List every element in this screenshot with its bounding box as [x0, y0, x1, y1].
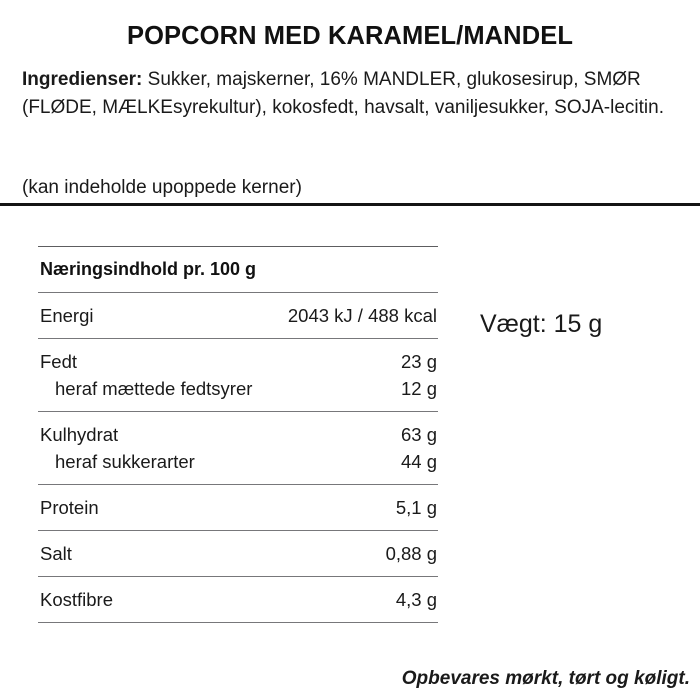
nutrient-value: 12 g	[400, 377, 437, 399]
nutrient-label: heraf sukkerarter	[55, 450, 195, 472]
nutrient-label: Kulhydrat	[40, 423, 119, 445]
page-title: POPCORN MED KARAMEL/MANDEL	[126, 22, 573, 50]
nutrition-group	[38, 412, 438, 484]
nutrient-value: 0,88 g	[385, 542, 437, 564]
nutrition-group	[38, 577, 438, 622]
table-row	[38, 494, 438, 521]
nutrient-value: 5,1 g	[395, 496, 437, 518]
nutrient-value: 2043 kJ / 488 kcal	[287, 304, 437, 326]
nutrient-label: Protein	[40, 496, 99, 518]
nutrition-groups	[38, 292, 438, 623]
nutrition-group	[38, 293, 438, 338]
table-row	[38, 302, 438, 329]
nutrition-group	[38, 485, 438, 530]
nutrient-value: 44 g	[400, 450, 437, 472]
nutrient-label: Kostfibre	[40, 588, 114, 610]
storage-instructions: Opbevares mørkt, tørt og køligt.	[401, 668, 690, 689]
nutrition-table	[38, 246, 438, 623]
table-bottom-rule	[38, 622, 438, 623]
nutrient-label: Energi	[40, 304, 94, 326]
nutrient-value: 4,3 g	[395, 588, 437, 610]
nutrition-group	[38, 339, 438, 411]
allergen-note: (kan indeholde upoppede kerner)	[22, 177, 302, 198]
table-row	[38, 375, 438, 402]
nutrition-group	[38, 531, 438, 576]
table-row	[38, 421, 438, 448]
nutrient-label: Salt	[40, 542, 72, 564]
ingredients-block	[22, 66, 688, 122]
nutrition-table-heading: Næringsindhold pr. 100 g	[40, 259, 257, 279]
ingredients-paragraph	[22, 66, 688, 122]
ingredients-text: Sukker, majskerner, 16% MANDLER, glukosesirup, SMØR (FLØDE, MÆLKEsyrekultur), kokosfedt, havsalt, vaniljesukker, SOJA-lecitin.	[22, 69, 664, 118]
table-row	[38, 348, 438, 375]
ingredients-label: Ingredienser:	[22, 69, 143, 90]
nutrient-label: Fedt	[40, 350, 78, 372]
net-weight-callout: Vægt: 15 g	[480, 310, 603, 338]
nutrient-value: 23 g	[400, 350, 437, 372]
table-row	[38, 540, 438, 567]
section-divider	[0, 203, 700, 206]
nutrient-label: heraf mættede fedtsyrer	[55, 377, 253, 399]
nutrient-value: 63 g	[400, 423, 437, 445]
table-row	[38, 586, 438, 613]
table-row	[38, 448, 438, 475]
